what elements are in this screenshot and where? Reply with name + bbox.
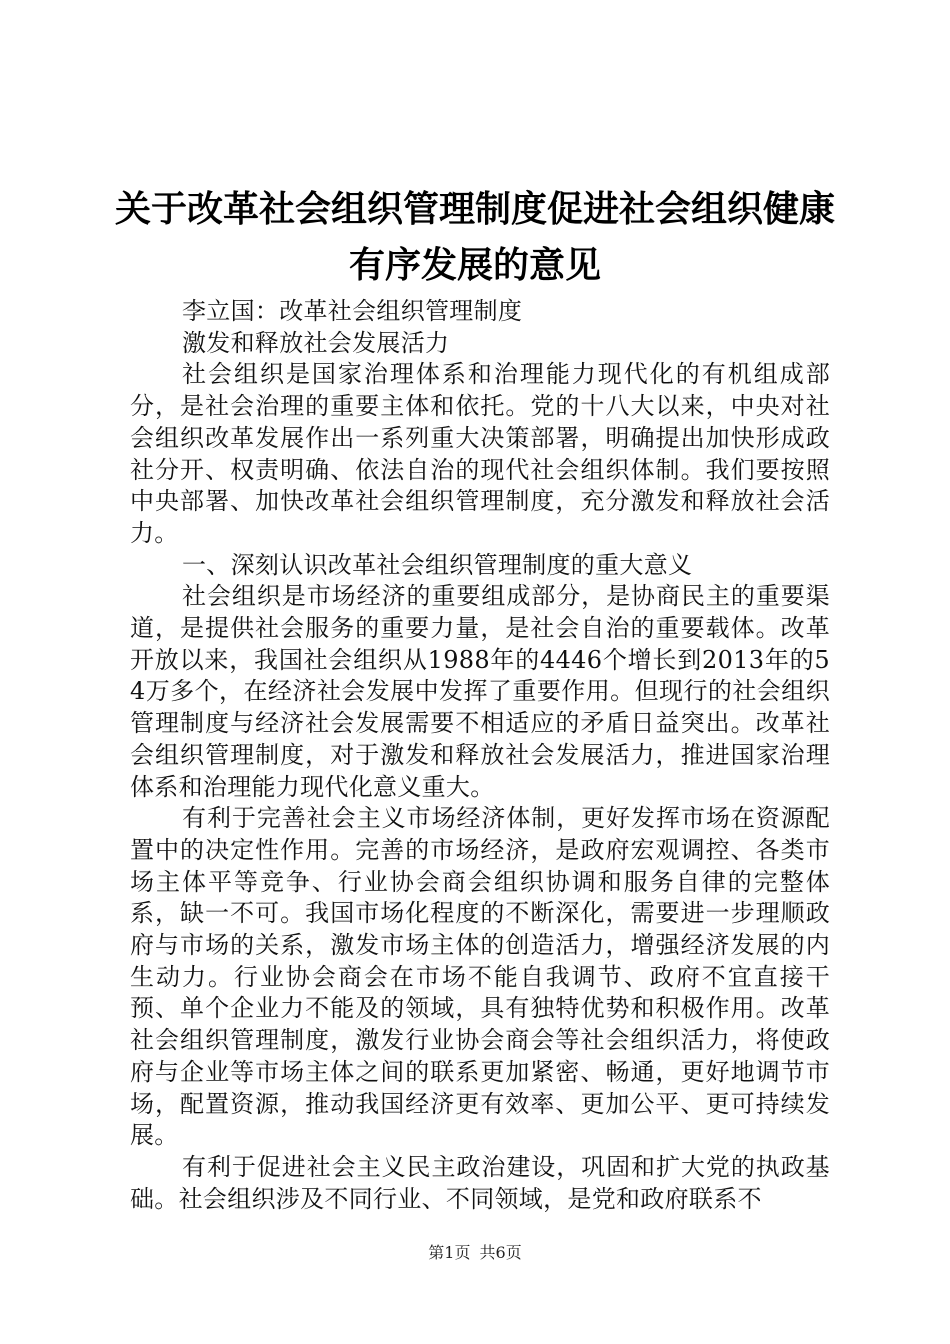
page-footer: [0, 1243, 950, 1263]
subtitle-line: 激发和释放社会发展活力: [182, 328, 450, 357]
body-paragraph: 有利于完善社会主义市场经济体制，更好发挥市场在资源配置中的决定性作用。完善的市场经济，是政府宏观调控、各类市场主体平等竞争、行业协会商会组织协调和服务自律的完整体系，缺一不可。我国市场化程度的不断深化，需要进一步理顺政府与市场的关系，激发市场主体的创造活力，增强经济发展的内生动力。行业协会商会在市场不能自我调节、政府不宜直接干预、单个企业力不能及的领域，具有独特优势和积极作用。改革社会组织管理制度，激发行业协会商会等社会组织活力，将使政府与企业等市场主体之间的联系更加紧密、畅通，更好地调节市场，配置资源，推动我国经济更有效率、更加公平、更可持续发展。: [130, 804, 830, 1150]
author-line: 李立国：改革社会组织管理制度: [182, 297, 523, 325]
document-title-line-2: 有序发展的意见: [348, 245, 601, 286]
page-total: 共6页: [479, 1243, 522, 1262]
document-body: [130, 296, 830, 1215]
intro-paragraph: 社会组织是国家治理体系和治理能力现代化的有机组成部分，是社会治理的重要主体和依托。党的十八大以来，中央对社会组织改革发展作出一系列重大决策部署，明确提出加快形成政社分开、权责明确、依法自治的现代社会组织体制。我们要按照中央部署、加快改革社会组织管理制度，充分激发和释放社会活力。: [130, 360, 830, 547]
section-heading: 一、深刻认识改革社会组织管理制度的重大意义: [182, 550, 693, 579]
page-number: 第1页: [428, 1243, 471, 1262]
body-paragraph: 社会组织是市场经济的重要组成部分，是协商民主的重要渠道，是提供社会服务的重要力量，是社会自治的重要载体。改革开放以来，我国社会组织从1988年的4446个增长到2013年的54万多个，在经济社会发展中发挥了重要作用。但现行的社会组织管理制度与经济社会发展需要不相适应的矛盾日益突出。改革社会组织管理制度，对于激发和释放社会发展活力，推进国家治理体系和治理能力现代化意义重大。: [130, 582, 830, 801]
document-title-line-1: 关于改革社会组织管理制度促进社会组织健康: [114, 189, 835, 230]
body-paragraph: 有利于促进社会主义民主政治建设，巩固和扩大党的执政基础。社会组织涉及不同行业、不同领域，是党和政府联系不: [130, 1152, 830, 1213]
